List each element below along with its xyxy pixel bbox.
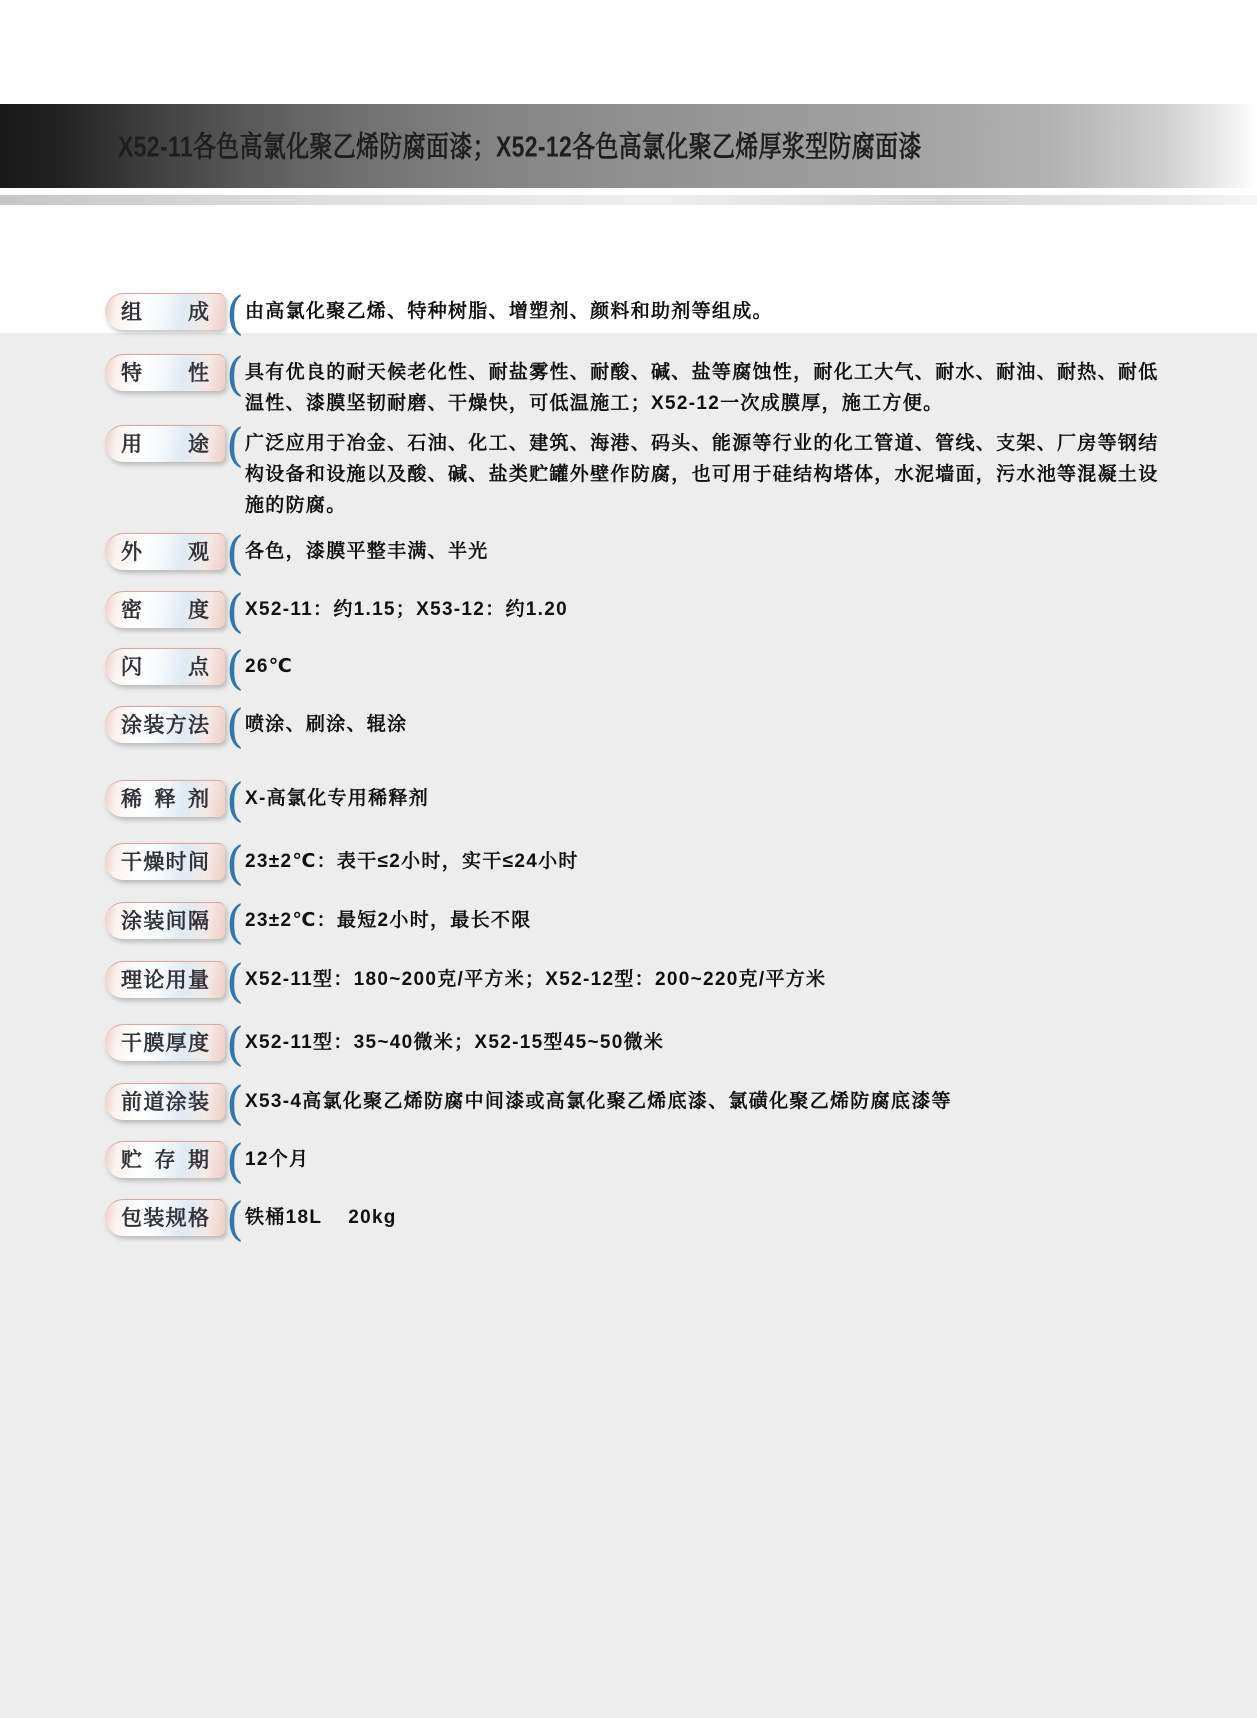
spec-value: 26℃ [245, 656, 294, 677]
spec-row [105, 533, 1170, 570]
spec-label: 组成 [121, 300, 209, 324]
spec-label: 外观 [121, 540, 209, 564]
spec-label: 包装规格 [121, 1206, 209, 1230]
spec-label-box [105, 1199, 225, 1236]
spec-row [105, 354, 1170, 419]
spec-value: 铁桶18L 20kg [245, 1207, 397, 1228]
spec-label: 干燥时间 [121, 850, 209, 874]
spec-value: 各色，漆膜平整丰满、半光 [245, 541, 489, 562]
page-title: X52-11各色高氯化聚乙烯防腐面漆；X52-12各色高氯化聚乙烯厚浆型防腐面漆 [118, 131, 922, 164]
spec-label-box [105, 961, 225, 998]
spec-label-box [105, 293, 225, 330]
left-paren-icon [227, 904, 243, 941]
spec-value: X-高氯化专用稀释剂 [245, 788, 430, 809]
spec-row [105, 843, 1170, 880]
spec-label-box [105, 706, 225, 743]
left-paren-icon [227, 845, 243, 882]
spec-row [105, 902, 1170, 939]
left-paren-icon [227, 593, 243, 630]
spec-value: 12个月 [245, 1149, 310, 1170]
spec-value: 广泛应用于冶金、石油、化工、建筑、海港、码头、能源等行业的化工管道、管线、支架、厂房等钢结构设备和设施以及酸、碱、盐类贮罐外壁作防腐，也可用于硅结构塔体，水泥墙面，污水池等混凝土设施的防腐。 [245, 433, 1159, 516]
spec-row [105, 293, 1170, 330]
left-paren-icon [227, 1026, 243, 1063]
spec-row [105, 1199, 1170, 1236]
spec-row [105, 780, 1170, 817]
left-paren-icon [227, 427, 243, 464]
spec-label: 稀释剂 [121, 787, 209, 811]
spec-label-box [105, 1141, 225, 1178]
spec-value: 喷涂、刷涂、辊涂 [245, 714, 408, 735]
spec-label-box [105, 1024, 225, 1061]
spec-label-box [105, 354, 225, 391]
spec-label-box [105, 843, 225, 880]
spec-row [105, 648, 1170, 685]
left-paren-icon [227, 708, 243, 745]
left-paren-icon [227, 782, 243, 819]
spec-label-box [105, 902, 225, 939]
spec-label-box [105, 533, 225, 570]
spec-row [105, 1083, 1170, 1120]
spec-label: 理论用量 [121, 968, 209, 992]
spec-row [105, 591, 1170, 628]
left-paren-icon [227, 1085, 243, 1122]
spec-value: X52-11型：180~200克/平方米；X52-12型：200~220克/平方米 [245, 969, 827, 990]
spec-row [105, 961, 1170, 998]
spec-value: 由高氯化聚乙烯、特种树脂、增塑剂、颜料和助剂等组成。 [245, 301, 773, 322]
spec-label-box [105, 1083, 225, 1120]
spec-label: 闪点 [121, 655, 209, 679]
spec-label: 贮存期 [121, 1148, 209, 1172]
spec-row [105, 1141, 1170, 1178]
left-paren-icon [227, 535, 243, 572]
spec-label-box [105, 780, 225, 817]
spec-value: 具有优良的耐天候老化性、耐盐雾性、耐酸、碱、盐等腐蚀性，耐化工大气、耐水、耐油、耐热、耐低温性、漆膜坚韧耐磨、干燥快，可低温施工；X52-12一次成膜厚，施工方便。 [245, 362, 1159, 414]
spec-label-box [105, 425, 225, 462]
spec-label: 特性 [121, 361, 209, 385]
left-paren-icon [227, 356, 243, 393]
spec-label: 干膜厚度 [121, 1031, 209, 1055]
left-paren-icon [227, 963, 243, 1000]
left-paren-icon [227, 1143, 243, 1180]
spec-value: 23±2℃：最短2小时，最长不限 [245, 910, 532, 931]
spec-row [105, 425, 1170, 521]
spec-value: 23±2℃：表干≤2小时，实干≤24小时 [245, 851, 579, 872]
spec-value: X52-11型：35~40微米；X52-15型45~50微米 [245, 1032, 665, 1053]
spec-label: 密度 [121, 598, 209, 622]
spec-label: 涂装方法 [121, 713, 209, 737]
left-paren-icon [227, 295, 243, 332]
left-paren-icon [227, 1201, 243, 1238]
spec-row [105, 706, 1170, 743]
spec-label: 用途 [121, 432, 209, 456]
spec-label-box [105, 591, 225, 628]
spec-label: 涂装间隔 [121, 909, 209, 933]
spec-label: 前道涂装 [121, 1090, 209, 1114]
spec-value: X53-4高氯化聚乙烯防腐中间漆或高氯化聚乙烯底漆、氯磺化聚乙烯防腐底漆等 [245, 1091, 952, 1112]
spec-row [105, 1024, 1170, 1061]
spec-value: X52-11：约1.15；X53-12：约1.20 [245, 599, 568, 620]
spec-label-box [105, 648, 225, 685]
left-paren-icon [227, 650, 243, 687]
